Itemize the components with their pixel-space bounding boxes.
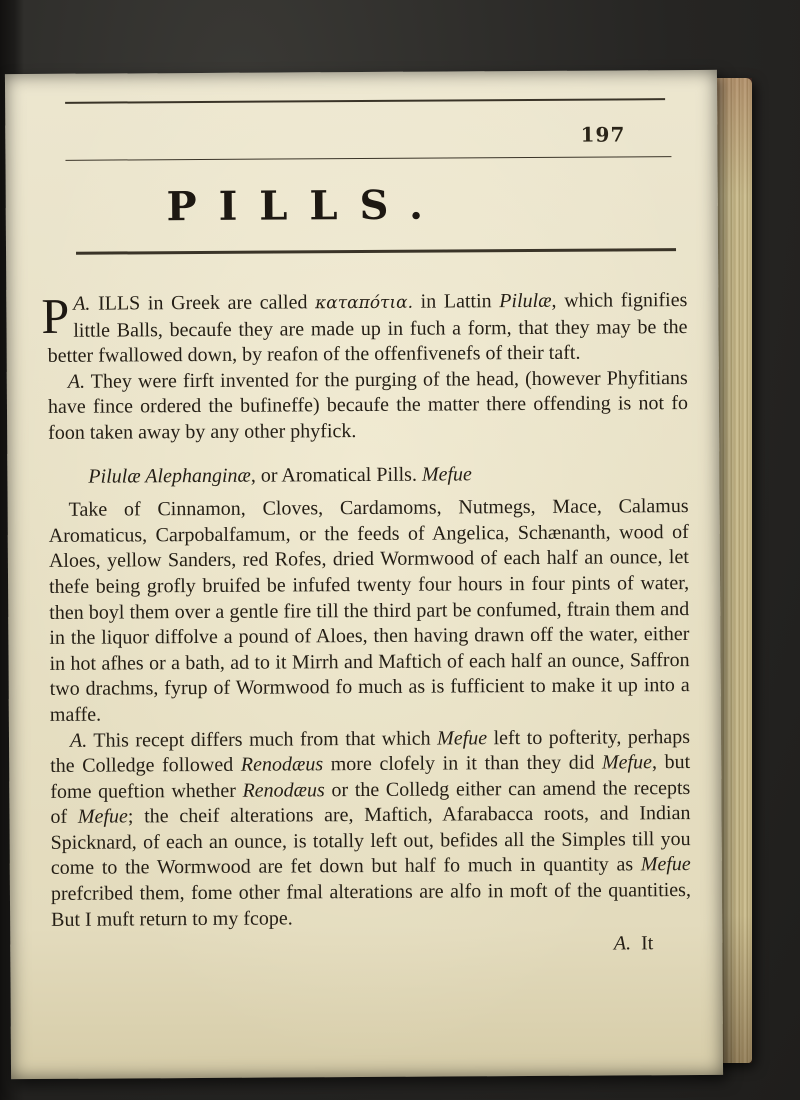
paragraph-definition [41,287,688,370]
catchword-word: It [640,932,654,955]
book-page [5,70,723,1079]
title-rule [76,248,676,255]
paragraph-recipe: Take of Cinnamon, Cloves, Cardamoms, Nutmegs, Mace, Calamus Aromaticus, Carpobalfamum, or the feeds of Angelica, Schænanth, wood of Aloes, yellow Sanders, red Rofes, dried Wormwood of each half an ounce, let thefe being grofly bruifed be infufed twenty four hours in four pints of water, then boyl them over a gentle fire till the third part be confumed, ftrain them and in the liquor diffolve a pound of Aloes, then having drawn off the water, either in hot afhes or a bath, ad to it Mirrh and Maftich of each half an ounce, Saffron two drachms, fyrup of Wormwood fo much as is fufficient to make it up into a maffe. [48,495,690,726]
latin-term: Pilulæ [499,289,552,313]
text-run: They were firft invented for the purging of the head, (however Phyfitians have fince ordered the bufineffe) becaufe the matter there offending is not fo foon taken away by any other phyfick. [47,366,689,444]
italic-name: Mefue [640,853,691,876]
main-text [41,287,692,961]
speaker-mark: A. [67,370,86,393]
text-run: ILLS in Greek are called [97,291,308,315]
page-title: PILLS. [166,181,446,231]
text-run: , but fome queftion whether [50,751,691,803]
italic-name: Mefue [77,805,128,829]
upper-header-rule [65,156,671,161]
text-run: This recept differs much from that which [93,727,438,752]
catchword-speaker: A. [613,932,632,955]
italic-name: Mefue [437,726,488,750]
paragraph-commentary [50,725,691,934]
text-run: , which fignifies little Balls, becaufe they are made up in fuch a form, that they may be the better fwallowed down, by reafon of the offenfivenefs of their taft. [47,289,688,368]
text-run: or the Colledg either can amend the recepts of [50,776,691,829]
speaker-mark: A. [73,292,91,315]
catchword [51,931,691,961]
text-run: in Lattin [420,290,492,313]
drop-capital: P [41,287,70,344]
text-run: ; the cheif alterations are, Maftich, Afarabacca roots, and Indian Spicknard, of each an ounce, is totally left out, befides all the Simples till you come to the Wormwood are fet down but half fo much in quantity as [50,802,691,880]
recipe-author: Mefue [421,462,472,486]
italic-name: Renodæus [240,753,324,776]
paragraph-origin [48,366,688,447]
text-run: , or Aromatical Pills. [250,463,417,487]
text-run: more clofely in it than they did [322,751,603,776]
page-number: 197 [580,122,626,147]
recipe-heading [48,461,688,491]
speaker-mark: A. [69,729,88,752]
top-rule [65,98,665,104]
greek-word: καταπότια. [315,292,414,314]
italic-name: Renodæus [242,778,325,802]
italic-name: Mefue [601,751,653,774]
text-run: left to pofterity, perhaps the Colledge followed [50,725,691,778]
text-run: prefcribed them, fome other fmal alterations are alfo in moft of the quantities, But I muft return to my fcope. [50,879,692,931]
recipe-name: Pilulæ Alephanginæ [88,464,251,488]
